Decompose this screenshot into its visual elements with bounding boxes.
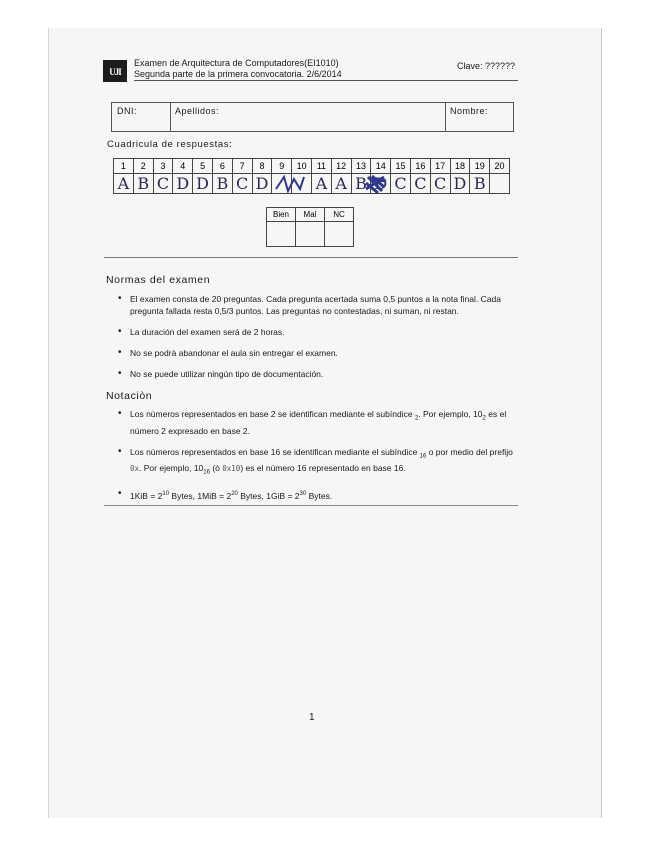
grid-number: 15: [391, 159, 411, 174]
superscript: 10: [162, 491, 170, 498]
notacion-text: . Por ejemplo, 10: [418, 409, 483, 419]
subscript: 16: [203, 470, 210, 477]
notacion-text: . Por ejemplo, 10: [139, 463, 204, 474]
notacion-list: [116, 408, 518, 511]
answer-cell[interactable]: B: [470, 174, 490, 194]
answer-cell[interactable]: B: [212, 174, 232, 194]
normas-item: • La duración del examen será de 2 horas.: [116, 326, 516, 338]
code-text: 0x10: [222, 464, 241, 474]
answer-cell[interactable]: D: [252, 174, 272, 194]
subscript: 16: [419, 453, 427, 460]
answer-cell-empty[interactable]: [490, 174, 510, 194]
superscript: 20: [231, 491, 238, 498]
grid-number-row: [114, 159, 510, 174]
notacion-item: [116, 488, 518, 502]
notacion-text: ) es el número 16 representado en base 16.: [240, 463, 406, 474]
answer-cell[interactable]: D: [450, 174, 470, 194]
answer-cell[interactable]: C: [410, 174, 430, 194]
grid-answer-row: [114, 174, 510, 194]
section-divider: [104, 257, 518, 258]
apellidos-cell[interactable]: [170, 103, 446, 131]
dni-label: DNI:: [117, 106, 137, 116]
grid-number: 19: [470, 159, 490, 174]
answer-cell[interactable]: C: [232, 174, 252, 194]
notacion-text: 1KiB = 2: [130, 490, 163, 501]
notacion-text: Bytes, 1GiB = 2: [237, 490, 300, 501]
score-nc-label: NC: [325, 208, 354, 222]
answer-cell[interactable]: C: [391, 174, 411, 194]
notacion-item: [116, 446, 518, 479]
answer-cell-scribbled[interactable]: [292, 174, 312, 194]
logo-text: UJI: [109, 67, 121, 77]
grid-number: 6: [212, 159, 232, 174]
answer-cell[interactable]: B: [351, 174, 371, 194]
grid-number: 12: [331, 159, 351, 174]
grid-number: 7: [232, 159, 252, 174]
normas-list: [116, 293, 516, 389]
notacion-text: es el número 2 expresado en base 2.: [130, 409, 507, 436]
grid-number: 14: [371, 159, 391, 174]
grid-number: 8: [252, 159, 272, 174]
section-divider: [104, 505, 518, 506]
notacion-title: Notaciòn: [106, 390, 153, 402]
score-bien-value[interactable]: [267, 222, 296, 247]
answer-cell[interactable]: D: [193, 174, 213, 194]
grid-number: 13: [351, 159, 371, 174]
subscript: 2: [482, 415, 486, 422]
score-mal-label: Mal: [296, 208, 325, 222]
grid-number: 2: [133, 159, 153, 174]
superscript: 30: [299, 491, 307, 498]
score-nc-value[interactable]: [325, 222, 354, 247]
grid-number: 18: [450, 159, 470, 174]
grid-number: 11: [311, 159, 331, 174]
answer-cell[interactable]: B: [133, 174, 153, 194]
nombre-label: Nombre:: [450, 106, 489, 116]
header-rule: [134, 80, 518, 81]
grid-number: 17: [430, 159, 450, 174]
answer-cell[interactable]: C: [430, 174, 450, 194]
normas-item: • No se puede utilizar ningún tipo de documentación.: [116, 368, 516, 380]
university-logo: [103, 60, 127, 82]
subscript: 2: [414, 415, 419, 422]
answer-cell[interactable]: D: [371, 174, 391, 194]
answer-cell-scribbled[interactable]: [272, 174, 292, 194]
apellidos-label: Apellidos:: [175, 106, 220, 116]
normas-item: • No se podrà abandonar el aula sin entregar el examen.: [116, 347, 516, 359]
answer-cell[interactable]: A: [114, 174, 134, 194]
score-table: [266, 207, 354, 247]
normas-title: Normas del examen: [106, 274, 211, 286]
grid-number: 4: [173, 159, 193, 174]
grid-number: 16: [410, 159, 430, 174]
normas-item: • El examen consta de 20 preguntas. Cada pregunta acertada suma 0,5 puntos a la nota final. Cada pregunta fallada resta 0,5/3 puntos. Las preguntas no contestadas, ni suman, ni restan.: [116, 293, 516, 317]
code-text: 0x: [130, 464, 140, 474]
grid-number: 9: [272, 159, 292, 174]
answer-cell[interactable]: D: [173, 174, 193, 194]
notacion-text: Los números representados en base 16 se identifican mediante el subíndice: [130, 446, 420, 457]
answer-cell[interactable]: A: [311, 174, 331, 194]
notacion-text: Bytes.: [306, 490, 333, 501]
exam-title: Examen de Arquitectura de Computadores(EI1010): [134, 58, 339, 68]
answer-cell[interactable]: C: [153, 174, 173, 194]
grid-number: 3: [153, 159, 173, 174]
student-id-box: [111, 102, 514, 132]
notacion-text: Bytes, 1MiB = 2: [169, 490, 232, 501]
score-bien-label: Bien: [267, 208, 296, 222]
page-number: 1: [309, 712, 315, 723]
grid-number: 1: [114, 159, 134, 174]
grid-label: Cuadricula de respuestas:: [107, 139, 233, 150]
answer-grid: [113, 158, 510, 194]
notacion-text: Los números representados en base 2 se identifican mediante el subíndice: [130, 409, 415, 419]
grid-number: 5: [193, 159, 213, 174]
notacion-item: [116, 408, 518, 437]
nombre-cell[interactable]: [445, 103, 513, 131]
clave-label: Clave: ??????: [457, 61, 516, 71]
grid-number: 10: [292, 159, 312, 174]
dni-cell[interactable]: [112, 103, 171, 131]
score-mal-value[interactable]: [296, 222, 325, 247]
notacion-text: (ò: [209, 463, 223, 474]
notacion-text: o por medio del prefijo: [426, 446, 513, 457]
exam-subtitle: Segunda parte de la primera convocatoria. 2/6/2014: [134, 69, 342, 79]
grid-number: 20: [490, 159, 510, 174]
answer-cell[interactable]: A: [331, 174, 351, 194]
